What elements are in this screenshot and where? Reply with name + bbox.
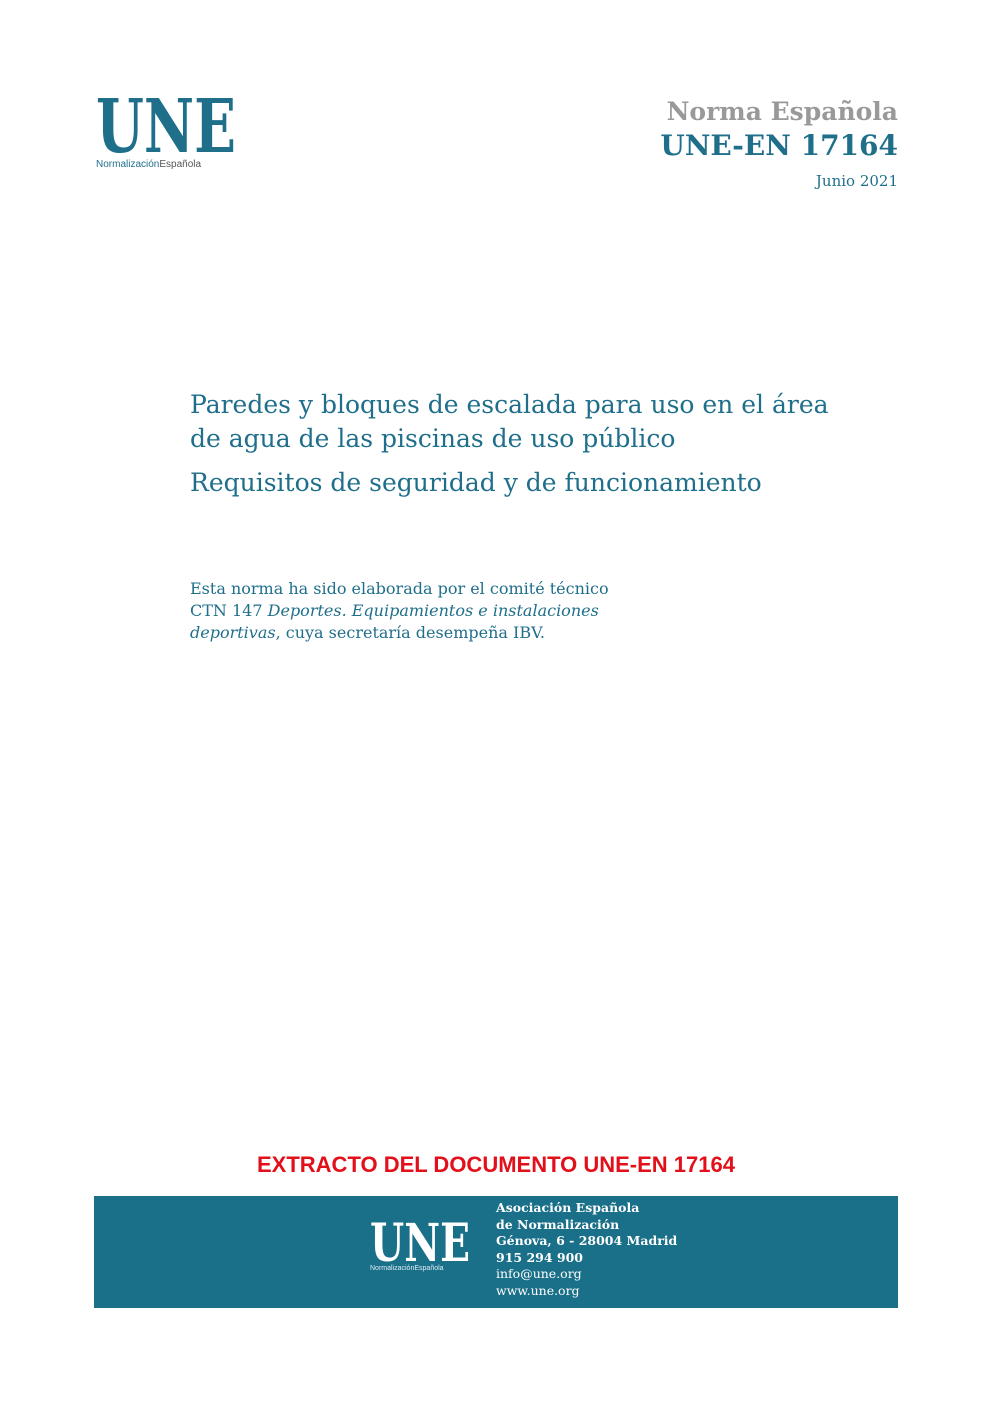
une-logo-mark — [96, 94, 236, 156]
footer-logo-mark — [370, 1220, 470, 1264]
footer-une-logo — [370, 1220, 470, 1272]
une-logo-subtitle: NormalizaciónEspañola — [96, 159, 202, 170]
footer-org-2: de Normalización — [496, 1216, 620, 1232]
title-line-3: Requisitos de seguridad y de funcionamiento — [190, 468, 762, 497]
title-line-2: de agua de las piscinas de uso público — [190, 424, 676, 453]
une-logo — [96, 94, 246, 170]
footer-contact — [496, 1200, 677, 1299]
committee-outro: , cuya secretaría desempeña IBV. — [275, 623, 545, 642]
norma-date: Junio 2021 — [815, 172, 898, 190]
committee-statement — [190, 578, 750, 644]
title-line-1: Paredes y bloques de escalada para uso en el área — [190, 390, 829, 419]
document-header — [660, 96, 898, 190]
norma-code: UNE-EN 17164 — [660, 129, 898, 162]
svg-text:UNE: UNE — [96, 94, 236, 156]
extract-notice: EXTRACTO DEL DOCUMENTO UNE-EN 17164 — [257, 1152, 735, 1177]
norma-label: Norma Española — [666, 97, 898, 126]
document-title — [190, 388, 890, 500]
footer-phone: 915 294 900 — [496, 1249, 583, 1265]
footer-email-link[interactable]: info@une.org — [496, 1266, 582, 1281]
footer-org-1: Asociación Española — [496, 1200, 640, 1215]
committee-ctn: CTN 147 — [190, 601, 263, 620]
committee-line-3 — [190, 622, 750, 644]
footer-banner — [94, 1196, 898, 1308]
footer-web-link[interactable]: www.une.org — [496, 1282, 580, 1298]
svg-text:UNE: UNE — [370, 1220, 470, 1264]
footer-address: Génova, 6 - 28004 Madrid — [496, 1233, 678, 1248]
footer-logo-subtitle: NormalizaciónEspañola — [370, 1265, 444, 1272]
committee-intro: Esta norma ha sido elaborada por el comité técnico — [190, 579, 609, 598]
committee-name-2: deportivas — [190, 623, 276, 642]
committee-name-1: Deportes. Equipamientos e instalaciones — [267, 601, 599, 620]
committee-line-2 — [190, 600, 750, 622]
